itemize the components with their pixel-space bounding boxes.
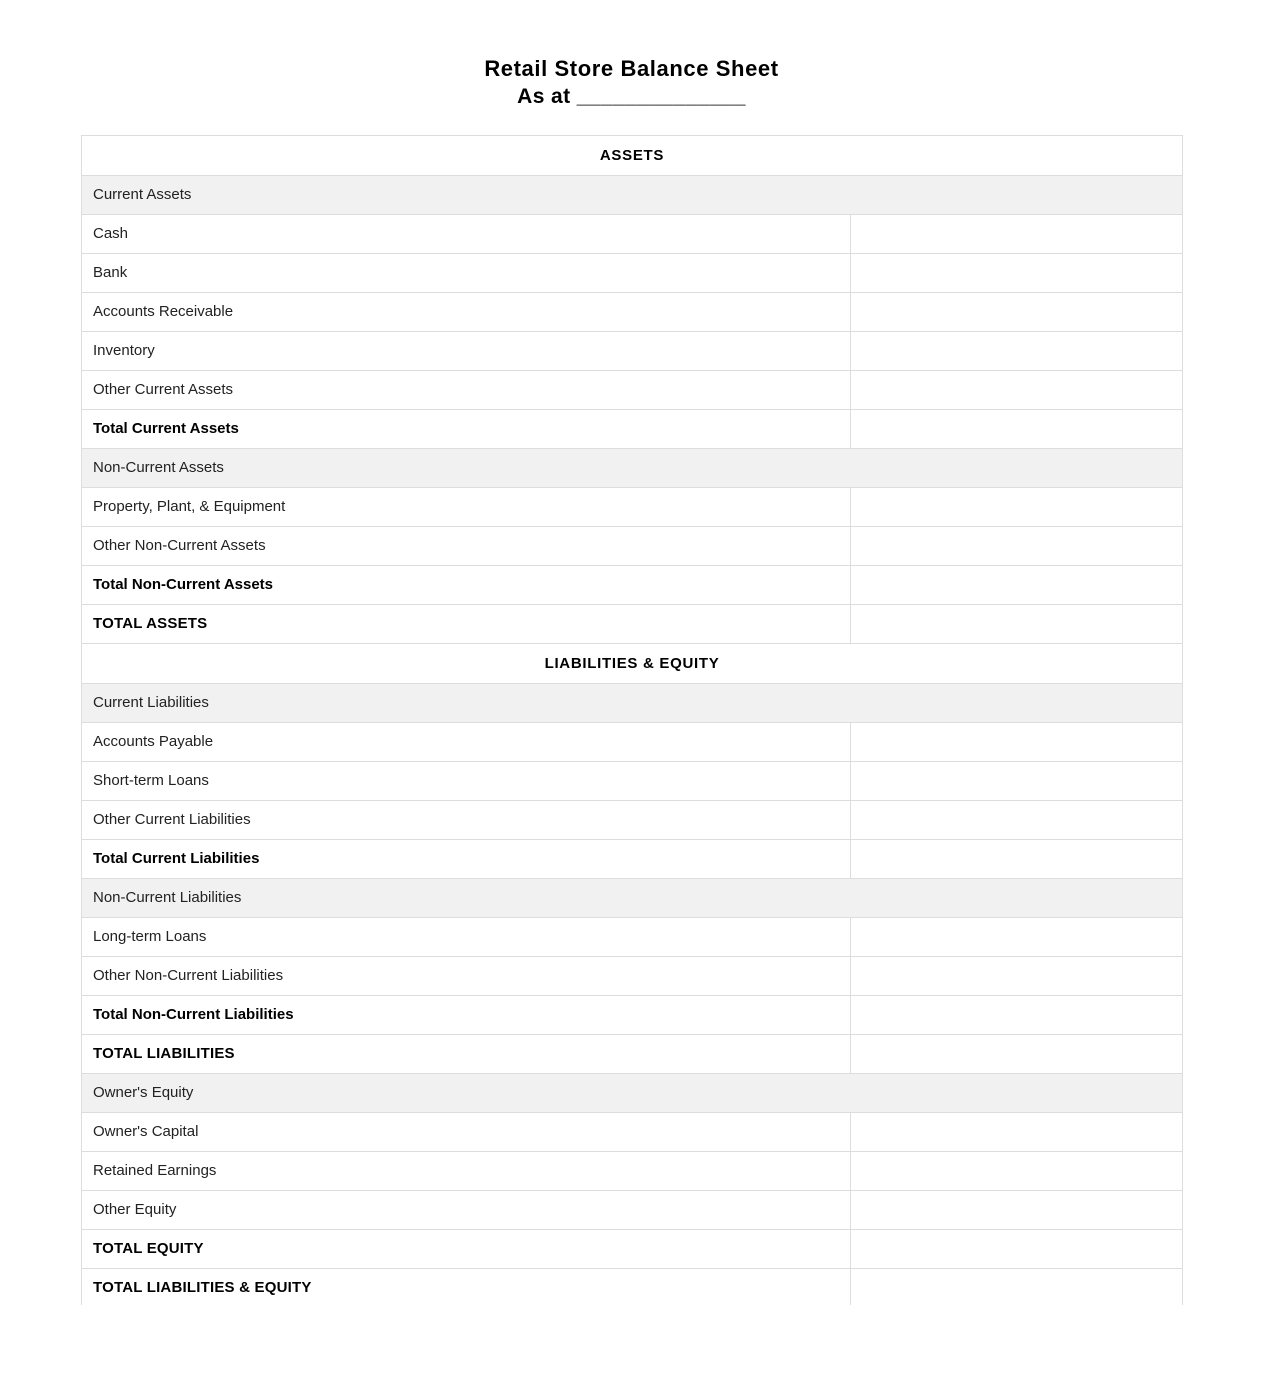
table-row <box>82 1034 1183 1073</box>
line-item-label: Retained Earnings <box>82 1151 851 1190</box>
line-item-label: Other Current Assets <box>82 370 851 409</box>
line-item-value-field[interactable] <box>851 565 1183 604</box>
section-header-label: ASSETS <box>82 135 1183 175</box>
balance-sheet-body <box>82 135 1183 1305</box>
line-item-label: Property, Plant, & Equipment <box>82 487 851 526</box>
table-row <box>82 253 1183 292</box>
line-item-value-field[interactable] <box>851 1229 1183 1268</box>
title-block <box>0 0 1263 111</box>
table-row <box>82 214 1183 253</box>
line-item-value-field[interactable] <box>851 722 1183 761</box>
table-row <box>82 917 1183 956</box>
line-item-value-field[interactable] <box>851 331 1183 370</box>
line-item-label: Total Non-Current Assets <box>82 565 851 604</box>
group-heading-label: Non-Current Assets <box>82 448 1183 487</box>
line-item-value-field[interactable] <box>851 253 1183 292</box>
section-header-row <box>82 135 1183 175</box>
table-row <box>82 526 1183 565</box>
table-row <box>82 839 1183 878</box>
table-row <box>82 370 1183 409</box>
line-item-label: Cash <box>82 214 851 253</box>
section-header-row <box>82 643 1183 683</box>
line-item-value-field[interactable] <box>851 292 1183 331</box>
line-item-value-field[interactable] <box>851 1112 1183 1151</box>
section-header-label: LIABILITIES & EQUITY <box>82 643 1183 683</box>
line-item-value-field[interactable] <box>851 1268 1183 1305</box>
table-row <box>82 448 1183 487</box>
table-row <box>82 800 1183 839</box>
line-item-label: Inventory <box>82 331 851 370</box>
group-heading-label: Current Liabilities <box>82 683 1183 722</box>
group-heading-label: Current Assets <box>82 175 1183 214</box>
line-item-value-field[interactable] <box>851 604 1183 643</box>
balance-sheet-table <box>81 135 1183 1305</box>
table-row <box>82 487 1183 526</box>
table-row <box>82 175 1183 214</box>
table-row <box>82 1190 1183 1229</box>
line-item-label: Total Current Liabilities <box>82 839 851 878</box>
line-item-value-field[interactable] <box>851 214 1183 253</box>
as-at-date-line: As at ______________ <box>517 85 746 109</box>
line-item-label: Other Current Liabilities <box>82 800 851 839</box>
line-item-value-field[interactable] <box>851 995 1183 1034</box>
line-item-value-field[interactable] <box>851 761 1183 800</box>
line-item-value-field[interactable] <box>851 917 1183 956</box>
line-item-value-field[interactable] <box>851 370 1183 409</box>
line-item-label: TOTAL EQUITY <box>82 1229 851 1268</box>
line-item-value-field[interactable] <box>851 526 1183 565</box>
line-item-value-field[interactable] <box>851 1190 1183 1229</box>
table-row <box>82 1112 1183 1151</box>
table-row <box>82 604 1183 643</box>
line-item-value-field[interactable] <box>851 839 1183 878</box>
table-row <box>82 722 1183 761</box>
line-item-label: Bank <box>82 253 851 292</box>
line-item-label: Short-term Loans <box>82 761 851 800</box>
table-row <box>82 995 1183 1034</box>
line-item-label: Total Non-Current Liabilities <box>82 995 851 1034</box>
table-row <box>82 1151 1183 1190</box>
table-row <box>82 1268 1183 1305</box>
line-item-value-field[interactable] <box>851 956 1183 995</box>
line-item-label: Accounts Payable <box>82 722 851 761</box>
line-item-value-field[interactable] <box>851 1034 1183 1073</box>
table-row <box>82 1073 1183 1112</box>
table-row <box>82 956 1183 995</box>
line-item-label: Other Equity <box>82 1190 851 1229</box>
balance-sheet-container <box>81 135 1182 1305</box>
group-heading-label: Owner's Equity <box>82 1073 1183 1112</box>
line-item-value-field[interactable] <box>851 409 1183 448</box>
page-title: Retail Store Balance Sheet <box>484 56 779 81</box>
line-item-label: TOTAL LIABILITIES & EQUITY <box>82 1268 851 1305</box>
line-item-label: Other Non-Current Liabilities <box>82 956 851 995</box>
line-item-label: Owner's Capital <box>82 1112 851 1151</box>
line-item-value-field[interactable] <box>851 487 1183 526</box>
line-item-value-field[interactable] <box>851 1151 1183 1190</box>
line-item-label: Other Non-Current Assets <box>82 526 851 565</box>
line-item-label: Long-term Loans <box>82 917 851 956</box>
table-row <box>82 292 1183 331</box>
line-item-label: TOTAL LIABILITIES <box>82 1034 851 1073</box>
table-row <box>82 565 1183 604</box>
table-row <box>82 409 1183 448</box>
table-row <box>82 683 1183 722</box>
table-row <box>82 331 1183 370</box>
line-item-value-field[interactable] <box>851 800 1183 839</box>
line-item-label: TOTAL ASSETS <box>82 604 851 643</box>
group-heading-label: Non-Current Liabilities <box>82 878 1183 917</box>
table-row <box>82 1229 1183 1268</box>
table-row <box>82 761 1183 800</box>
table-row <box>82 878 1183 917</box>
line-item-label: Total Current Assets <box>82 409 851 448</box>
line-item-label: Accounts Receivable <box>82 292 851 331</box>
